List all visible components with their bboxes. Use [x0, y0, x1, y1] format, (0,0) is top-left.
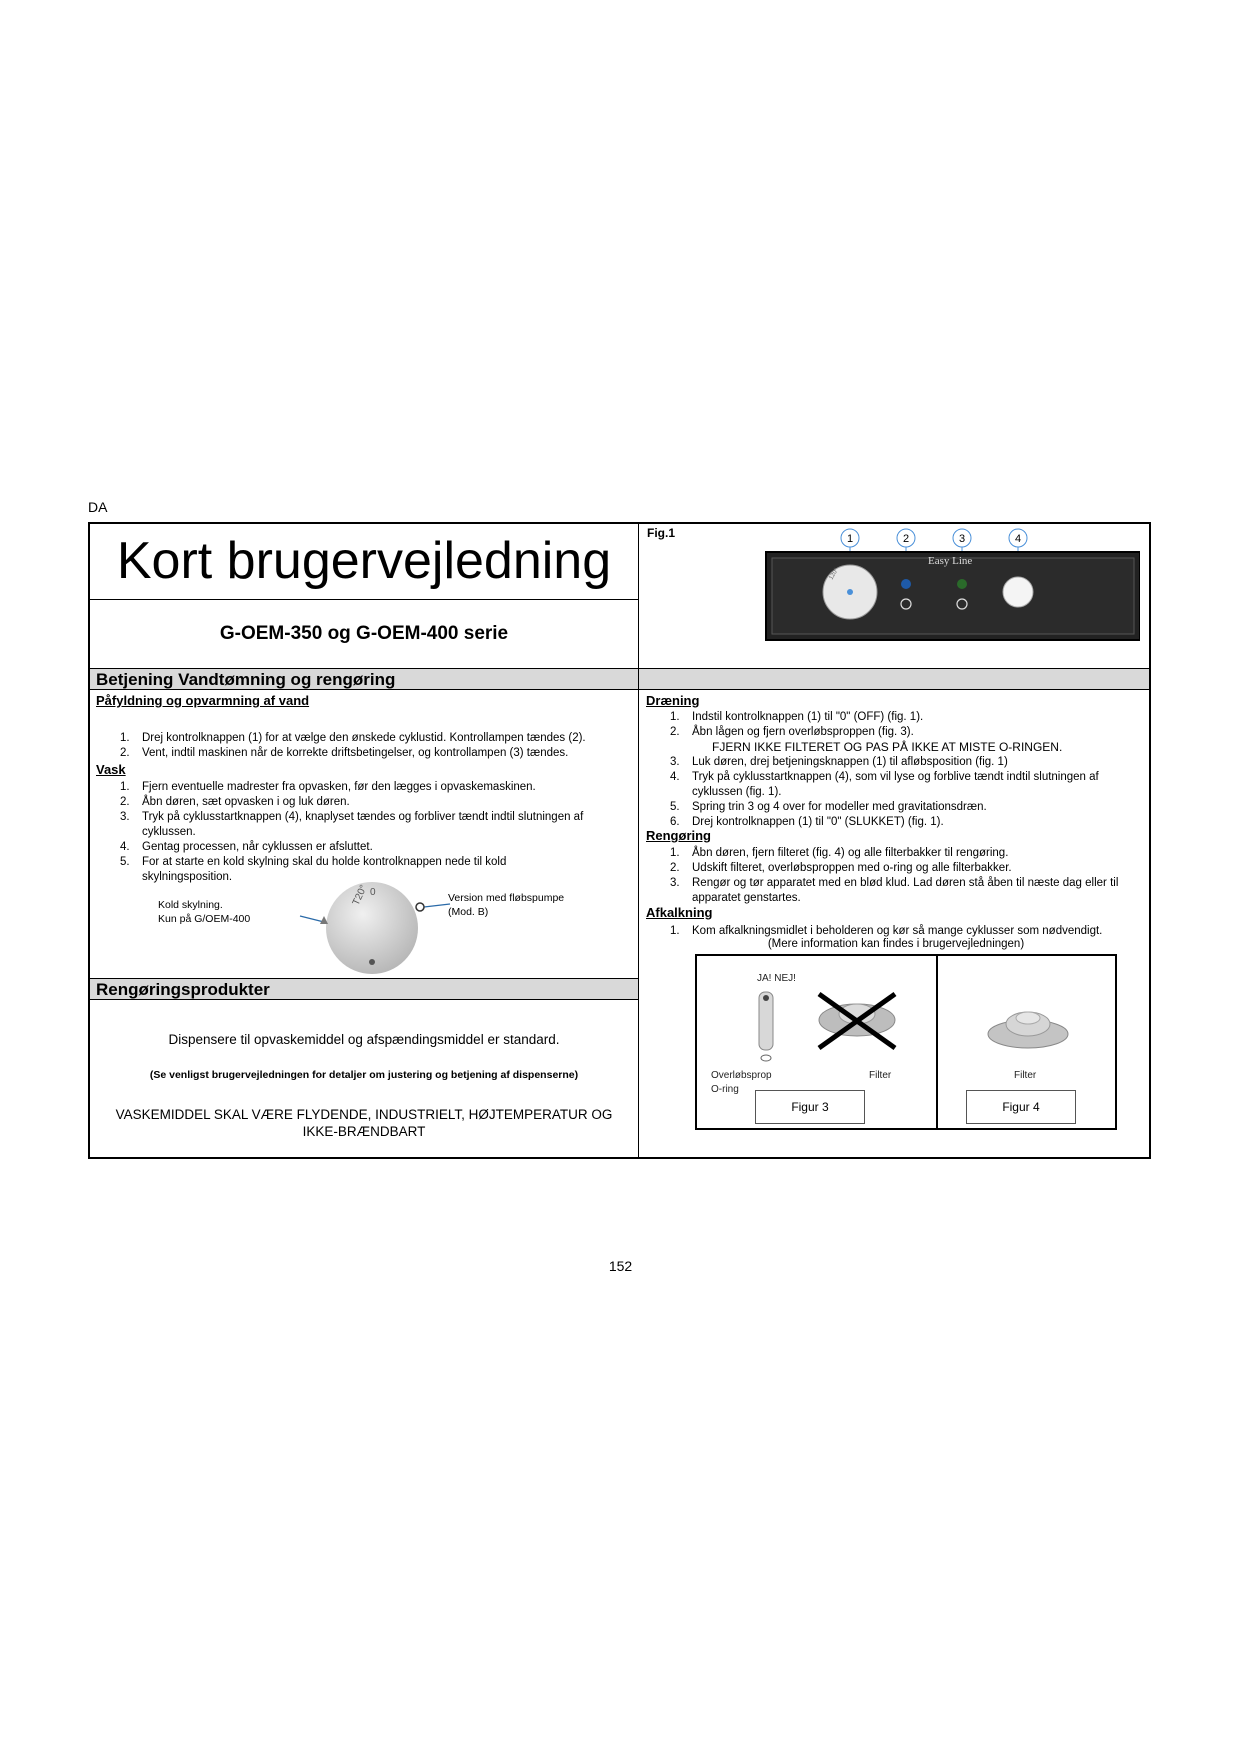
control-panel-figure — [680, 526, 1140, 666]
list-item: 3. Tryk på cyklusstartknappen (4), knaplyset tændes og forbliver tændt indtil slutningen af cyklussen. — [120, 811, 584, 838]
section-bar-betjening: Betjening Vandtømning og rengøring — [90, 668, 638, 690]
knob-figure — [290, 876, 460, 976]
list-item: 2. Vent, indtil maskinen når de korrekte driftsbetingelser, og kontrollampen (3) tændes. — [120, 747, 569, 759]
knob-note-cold: Kold skylning. Kun på G/OEM-400 — [158, 899, 251, 925]
filter-label-fig4: Filter — [1014, 1070, 1037, 1081]
overflow-plug-filter-figure — [707, 986, 932, 1066]
callout-4-label: 4 — [1014, 533, 1022, 545]
list-item: 2. Udskift filteret, overløbsproppen med o-ring og alle filterbakker. — [670, 862, 1012, 874]
list-item: 5. Spring trin 3 og 4 over for modeller med gravitationsdræn. — [670, 801, 987, 813]
svg-text:120°: 120° — [828, 567, 840, 581]
list-item: 2. Åbn døren, sæt opvasken i og luk døren. — [120, 796, 350, 808]
rengoring-heading: Rengøring — [646, 828, 711, 843]
brand-label: Easy Line — [928, 555, 973, 567]
list-item: 1. Indstil kontrolknappen (1) til "0" (OFF) (fig. 1). — [670, 711, 924, 723]
list-item: 1. Fjern eventuelle madrester fra opvasken, før den lægges i opvaskemaskinen. — [120, 781, 536, 793]
produkter-line3: VASKEMIDDEL SKAL VÆRE FLYDENDE, INDUSTRIELT, HØJTEMPERATUR OG IKKE-BRÆNDBART — [115, 1107, 613, 1139]
list-item: 3. Luk døren, drej betjeningsknappen (1) til afløbsposition (fig. 1) — [670, 756, 1008, 768]
callout-2-label: 2 — [902, 533, 910, 545]
draening-list — [670, 710, 1140, 830]
afkalkning-list — [670, 924, 1140, 939]
callout-3-label: 3 — [958, 533, 966, 545]
callout-1-label: 1 — [846, 533, 854, 545]
pafyldning-heading: Påfyldning og opvarmning af vand — [96, 693, 310, 708]
list-item: 5. For at starte en kold skylning skal du holde kontrolknappen nede til kold skylningsposition. — [120, 856, 507, 883]
list-item: 3. Rengør og tør apparatet med en blød klud. Lad døren stå åben til næste dag eller til apparatet genstartes. — [670, 877, 1119, 904]
pump-icon — [416, 903, 424, 911]
quick-guide-frame — [88, 522, 1151, 1159]
figure-4-caption: Figur 4 — [966, 1090, 1076, 1124]
afkalkning-heading: Afkalkning — [646, 905, 713, 920]
vask-heading: Vask — [96, 762, 126, 777]
figure-3-caption: Figur 3 — [755, 1090, 865, 1124]
svg-text:0: 0 — [370, 887, 376, 898]
overflow-plug-label: Overløbsprop — [711, 1070, 772, 1081]
fig1-label: Fig.1 — [647, 526, 676, 540]
filter-label-fig3: Filter — [869, 1070, 892, 1081]
list-item: 1. Drej kontrolknappen (1) for at vælge den ønskede cyklustid. Kontrollampen tændes (2). — [120, 732, 586, 744]
rengoring-list — [670, 846, 1130, 906]
produkter-line2: (Se venligst brugervejledningen for detaljer om justering og betjening af dispenserne) — [149, 1069, 579, 1081]
svg-text:T20°: T20° — [350, 883, 370, 908]
section-bar-produkter: Rengøringsprodukter — [90, 978, 638, 1000]
produkter-line1: Dispensere til opvaskemiddel og afspændingsmiddel er standard. — [168, 1032, 560, 1047]
lamp-2 — [901, 579, 911, 589]
page-number: 152 — [608, 1258, 633, 1274]
knob-note-pump: Version med fløbspumpe (Mod. B) — [448, 892, 565, 918]
model-series: G-OEM-350 og G-OEM-400 serie — [219, 623, 509, 644]
list-item: 2. Åbn lågen og fjern overløbsproppen (fig. 3). — [670, 726, 914, 738]
list-item: 4. Gentag processen, når cyklussen er afsluttet. — [120, 841, 373, 853]
start-button — [1003, 577, 1033, 607]
o-ring-label: O-ring — [711, 1084, 739, 1095]
afkalkning-note: (Mere information kan findes i brugervejledningen) — [767, 938, 1025, 950]
subtitle-box — [90, 600, 638, 669]
o-ring — [761, 1055, 771, 1061]
page-title: Kort brugervejledning — [116, 532, 612, 590]
list-item: 1. Åbn døren, fjern filteret (fig. 4) og alle filterbakker til rengøring. — [670, 847, 1009, 859]
figure-4-box — [936, 954, 1117, 1130]
list-item: 4. Tryk på cyklusstartknappen (4), som vil lyse og forblive tændt indtil slutningen af cyklussen (fig. 1). — [670, 771, 1099, 798]
language-code: DA — [88, 499, 108, 515]
draening-heading: Dræning — [646, 693, 700, 708]
title-box — [90, 524, 638, 600]
lamp-3 — [957, 579, 967, 589]
section-bar-right — [639, 668, 1149, 690]
figure-3-box — [695, 954, 938, 1130]
filter-figure — [978, 996, 1078, 1056]
list-item: 6. Drej kontrolknappen (1) til "0" (SLUKKET) (fig. 1). — [670, 816, 944, 828]
list-item: FJERN IKKE FILTERET OG PAS PÅ IKKE AT MISTE O-RINGEN. — [712, 740, 1063, 754]
pafyldning-list — [120, 731, 630, 761]
ja-nej-label: JA! NEJ! — [757, 973, 796, 984]
column-divider — [638, 524, 639, 1157]
list-item: 1. Kom afkalkningsmidlet i beholderen og kør så mange cyklusser som nødvendigt. — [670, 925, 1103, 937]
vask-list — [120, 780, 615, 885]
